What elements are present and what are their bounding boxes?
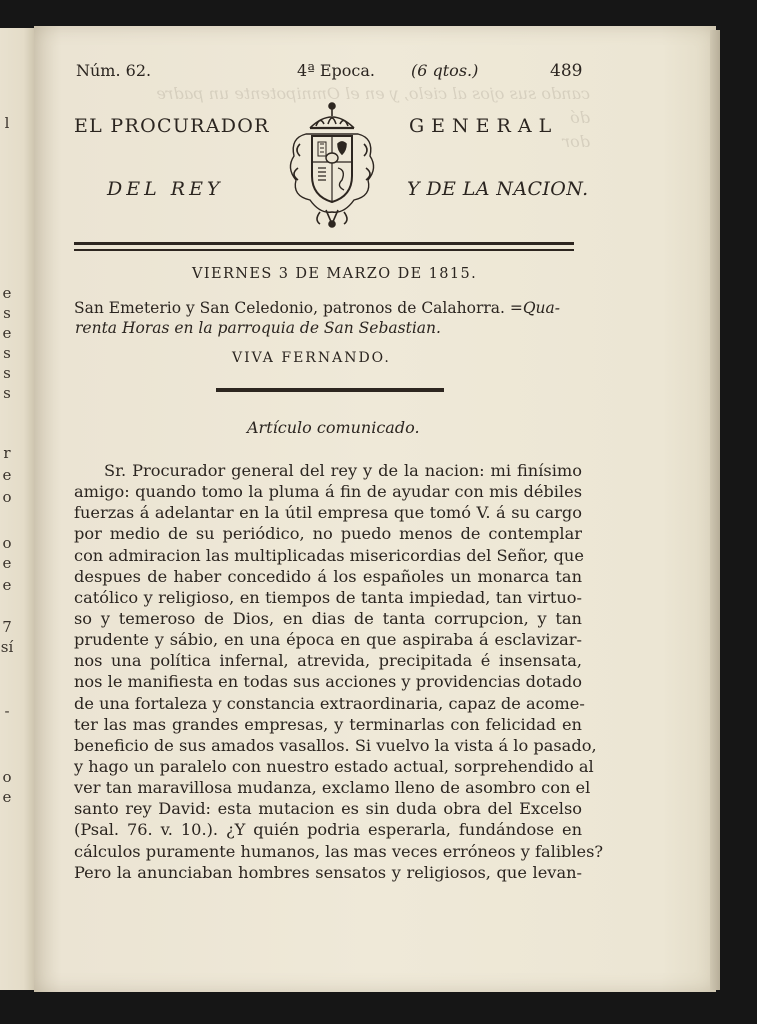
body-line: cálculos puramente humanos, las mas veces erróneos y falibles? bbox=[74, 841, 604, 861]
masthead-title-left: EL PROCURADOR bbox=[74, 115, 270, 137]
body-line: nos le manifiesta en todas sus acciones y providencias dotado bbox=[74, 672, 582, 692]
facing-page-fragment: r bbox=[3, 444, 11, 462]
folio-line bbox=[76, 61, 582, 83]
saints-of-the-day bbox=[74, 299, 560, 317]
saints-text-italic: Qua- bbox=[522, 299, 561, 317]
body-line: de una fortaleza y constancia extraordinaria, capaz de acome- bbox=[74, 693, 585, 713]
masthead-rule bbox=[74, 242, 574, 251]
facing-page-fragment: e bbox=[2, 576, 12, 594]
facing-page-fragment: e bbox=[2, 554, 12, 572]
facing-page-fragment: o bbox=[2, 534, 12, 552]
article-title: Artículo comunicado. bbox=[247, 418, 420, 437]
page-number: 489 bbox=[550, 61, 583, 81]
body-line: prudente y sábio, en una época en que aspiraba á esclavizar- bbox=[74, 630, 582, 650]
quartos-label: (6 qtos.) bbox=[411, 61, 479, 80]
body-line: so y temeroso de Dios, en dias de tanta corrupcion, y tan bbox=[74, 608, 582, 628]
facing-page-fragment: l bbox=[4, 114, 10, 132]
date-line: VIERNES 3 DE MARZO DE 1815. bbox=[192, 266, 478, 282]
devotion-line: renta Horas en la parroquia de San Sebastian. bbox=[75, 319, 441, 337]
facing-page-fragment: - bbox=[4, 702, 10, 720]
article-body bbox=[74, 460, 604, 883]
body-line: (Psal. 76. v. 10.). ¿Y quién podria esperarla, fundándose en bbox=[74, 820, 582, 840]
facing-page-fragment: o bbox=[2, 488, 12, 506]
masthead-subtitle-left: DEL REY bbox=[107, 178, 224, 200]
facing-page-fragment: s bbox=[3, 344, 11, 362]
body-line: ver tan maravillosa mudanza, exclamo lleno de asombro con el bbox=[74, 778, 591, 798]
body-line: despues de haber concedido á los españoles un monarca tan bbox=[74, 566, 582, 586]
royal-coat-of-arms-icon bbox=[280, 98, 384, 230]
section-rule bbox=[216, 388, 444, 392]
masthead-subtitle-right: Y DE LA NACION. bbox=[407, 178, 589, 200]
facing-page-fragment: e bbox=[2, 788, 12, 806]
body-line: Sr. Procurador general del rey y de la nacion: mi finísimo bbox=[104, 461, 582, 480]
facing-page-fragment: o bbox=[2, 768, 12, 786]
body-line: Pero la anunciaban hombres sensatos y religiosos, que levan- bbox=[74, 862, 582, 882]
body-line: católico y religioso, en tiempos de tanta impiedad, tan virtuo- bbox=[74, 587, 582, 607]
epoch-label: 4ª Epoca. bbox=[297, 61, 376, 80]
saints-text: San Emeterio y San Celedonio, patronos de Calahorra. = bbox=[74, 299, 523, 317]
issue-number: Núm. 62. bbox=[76, 61, 152, 80]
body-line: nos una política infernal, atrevida, precipitada é insensata, bbox=[74, 651, 582, 671]
facing-page-fragment: e bbox=[2, 284, 12, 302]
facing-page-fragment: s bbox=[3, 364, 11, 382]
body-line: fuerzas á adelantar en la útil empresa que tomó V. á su cargo bbox=[74, 503, 582, 523]
facing-page-fragment: e bbox=[2, 466, 12, 484]
facing-page-margin bbox=[0, 28, 35, 990]
facing-page-fragment: s bbox=[3, 384, 11, 402]
facing-page-fragment: 7 bbox=[2, 618, 12, 636]
facing-page-fragment: s bbox=[3, 304, 11, 322]
body-line: con admiracion las multiplicadas misericordias del Señor, que bbox=[74, 545, 584, 565]
body-line: por medio de su periódico, no puedo menos de contemplar bbox=[74, 524, 582, 544]
page-edge bbox=[710, 30, 720, 990]
facing-page-fragment: sí bbox=[0, 638, 14, 656]
motto: VIVA FERNANDO. bbox=[232, 350, 391, 366]
body-line: beneficio de sus amados vasallos. Si vuelvo la vista á lo pasado, bbox=[74, 735, 597, 755]
masthead-title-right: GENERAL bbox=[409, 115, 559, 137]
facing-page-fragment: e bbox=[2, 324, 12, 342]
body-line: santo rey David: esta mutacion es sin duda obra del Excelso bbox=[74, 799, 582, 819]
body-line: y hago un paralelo con nuestro estado actual, sorprehendido al bbox=[74, 756, 594, 776]
body-line: amigo: quando tomo la pluma á fin de ayudar con mis débiles bbox=[74, 482, 582, 502]
body-line: ter las mas grandes empresas, y terminarlas con felicidad en bbox=[74, 714, 582, 734]
